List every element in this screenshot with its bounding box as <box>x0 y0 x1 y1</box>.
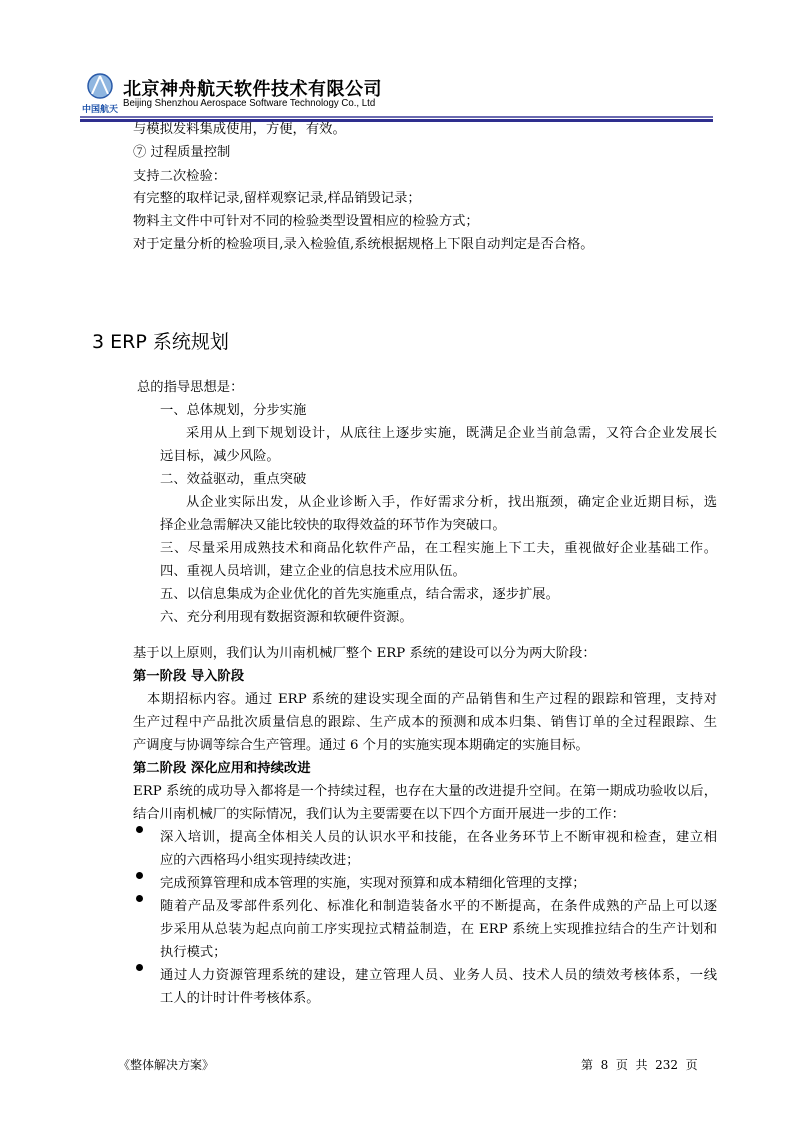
phase1-text: 产调度与协调等综合生产管理。通过 6 个月的实施实现本期确定的实施目标。 <box>133 738 589 753</box>
bullet-text: 应的六西格玛小组实现持续改进； <box>160 853 360 868</box>
guide-item: 五、以信息集成为企业优化的首先实施重点，结合需求，逐步扩展。 <box>160 587 559 602</box>
guide-item: 六、充分利用现有数据资源和软硬件资源。 <box>160 610 413 625</box>
guide-item: 四、重视人员培训，建立企业的信息技术应用队伍。 <box>160 564 466 579</box>
footer-page-number: 第 8 页 共 232 页 <box>581 1058 698 1072</box>
bullet-text: 深入培训，提高全体相关人员的认识水平和技能，在各业务环节上不断审视和检查，建立相 <box>160 830 717 845</box>
bullet-icon <box>136 826 143 833</box>
guide-text: 采用从上到下规划设计，从底往上逐步实施，既满足企业当前急需，又符合企业发展长 <box>186 426 717 441</box>
bullet-text: 步采用从总装为起点向前工序实现拉式精益制造，在 ERP 系统上实现推拉结合的生产计划和 <box>160 922 717 937</box>
bullet-text: 通过人力资源管理系统的建设，建立管理人员、业务人员、技术人员的绩效考核体系，一线 <box>160 968 717 983</box>
phase2-text: 结合川南机械厂的实际情况，我们认为主要需要在以下四个方面开展进一步的工作： <box>133 807 625 822</box>
company-name-cn: 北京神舟航天软件技术有限公司 <box>123 79 382 100</box>
footer-doc-name: 《整体解决方案》 <box>118 1058 215 1072</box>
bullet-icon <box>136 872 143 879</box>
text-line: 对于定量分析的检验项目,录入检验值,系统根据规格上下限自动判定是否合格。 <box>133 237 594 252</box>
phase2-title: 第二阶段 深化应用和持续改进 <box>133 761 311 776</box>
guide-text: 远目标，减少风险。 <box>160 449 280 464</box>
text-line: 物料主文件中可针对不同的检验类型设置相应的检验方式； <box>133 214 479 229</box>
bullet-text: 随着产品及零部件系列化、标准化和制造装备水平的不断提高，在条件成熟的产品上可以逐 <box>160 899 717 914</box>
svg-text:中国航天: 中国航天 <box>82 105 118 114</box>
guide-item: 一、总体规划，分步实施 <box>160 403 307 418</box>
guide-intro: 总的指导思想是： <box>137 380 244 395</box>
bullet-icon <box>136 895 143 902</box>
bullet-text: 执行模式； <box>160 945 227 960</box>
text-line: 支持二次检验： <box>133 169 227 184</box>
company-name-en: Beijing Shenzhou Aerospace Software Technology Co., Ltd <box>123 97 376 109</box>
subheading: ⑦ 过程质量控制 <box>133 145 231 160</box>
guide-item: 二、效益驱动，重点突破 <box>160 472 307 487</box>
bullet-icon <box>136 964 143 971</box>
header-rule <box>80 116 713 118</box>
section-heading: 3 ERP 系统规划 <box>92 331 229 353</box>
text-line: 与模拟发料集成使用，方便，有效。 <box>133 122 346 137</box>
text-line: 有完整的取样记录,留样观察记录,样品销毁记录； <box>133 191 421 206</box>
phase1-text: 生产过程中产品批次质量信息的跟踪、生产成本的预测和成本归集、销售订单的全过程跟踪、生 <box>133 715 717 730</box>
guide-text: 从企业实际出发，从企业诊断入手，作好需求分析，找出瓶颈，确定企业近期目标，选 <box>186 495 717 510</box>
company-logo <box>82 72 118 114</box>
bullet-text: 工人的计时计件考核体系。 <box>160 991 320 1006</box>
phase2-text: ERP 系统的成功导入都将是一个持续过程，也存在大量的改进提升空间。在第一期成功验收以后， <box>133 784 717 799</box>
phases-intro: 基于以上原则，我们认为川南机械厂整个 ERP 系统的建设可以分为两大阶段： <box>133 646 596 661</box>
guide-item: 三、尽量采用成熟技术和商品化软件产品，在工程实施上下工夫，重视做好企业基础工作。 <box>160 541 717 556</box>
bullet-text: 完成预算管理和成本管理的实施，实现对预算和成本精细化管理的支撑； <box>160 876 586 891</box>
guide-text: 择企业急需解决又能比较快的取得效益的环节作为突破口。 <box>160 518 506 533</box>
phase1-title: 第一阶段 导入阶段 <box>133 669 245 684</box>
phase1-text: 本期招标内容。通过 ERP 系统的建设实现全面的产品销售和生产过程的跟踪和管理，支持对 <box>147 692 717 707</box>
